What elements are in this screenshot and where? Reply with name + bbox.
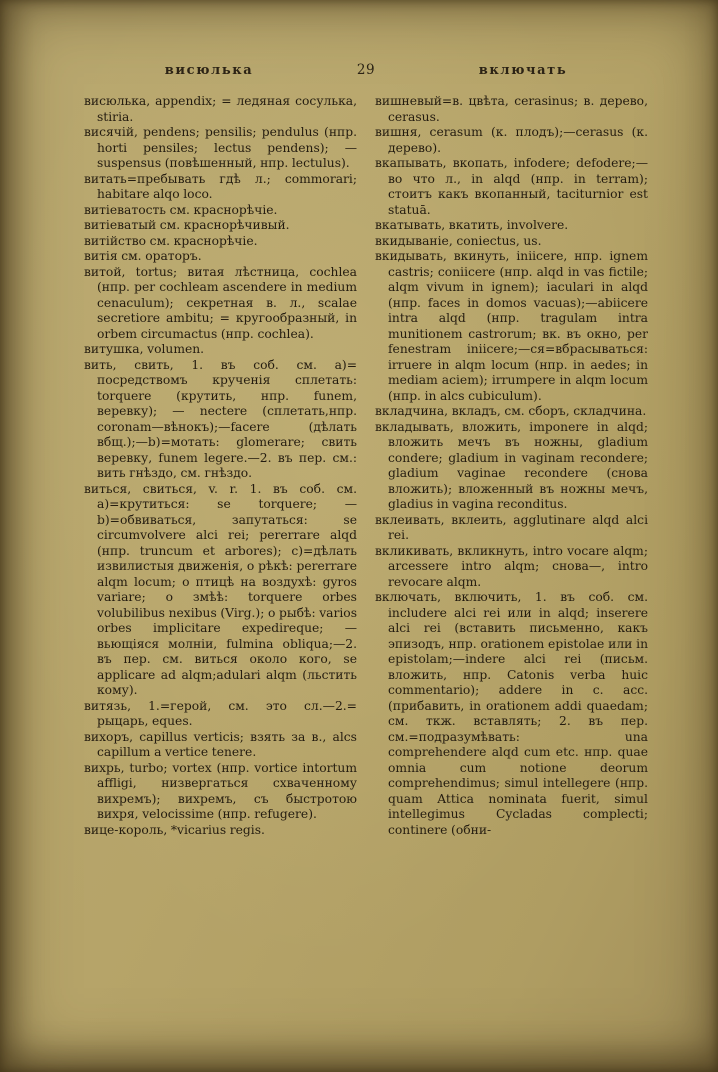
running-head-left: висюлька — [164, 63, 254, 78]
left-column — [84, 94, 357, 838]
dictionary-entry: вишня, cerasum (к. плодъ);—cerasus (к. дерево). — [375, 125, 648, 155]
dictionary-entry: вкладчина, вкладъ, см. сборъ, складчина. — [375, 404, 647, 418]
dictionary-entry: виться, свиться, v. r. 1. въ соб. см. a)=крутиться: se torquere; — b)=обвиваться, запутаться: se circumvolvere alci rei; pererrare alqd (нпр. truncum et arbores); c)=дѣлать извилистыя движенія, о рѣкѣ: pererrare alqm locum; о птицѣ на воздухѣ: gyros variare; о змѣѣ: torquere orbes volubilibus nexibus (Virg.); о рыбѣ: varios orbes implicitare expedireque; — вьющіяся молніи, fulmina obliqua;—2. въ пер. см. виться около кого, se applicare ad alqm;adulari alqm (льстить кому). — [84, 481, 358, 697]
dictionary-entry: вкатывать, вкатить, involvere. — [375, 218, 569, 232]
dictionary-entry: вкликивать, вкликнуть, intro vocare alqm; arcessere intro alqm; снова—, intro revocare alqm. — [375, 543, 648, 589]
dictionary-entry: вкидывать, вкинуть, iniicere, нпр. ignem castris; coniicere (нпр. alqd in vas fictile; alqm vivum in ignem); iaculari in alqd (нпр. faces in domos vacuas);—abiicere intra alqd (нпр. tragulam intra munitionem castrorum; вк. въ окно, per fenestram iniicere;—ся=вбрасываться: irruere in alqm locum (нпр. in aedes; in mediam aciem); irrumpere in alqm locum (нпр. in alcs cubiculum). — [375, 249, 648, 403]
right-column — [375, 94, 648, 838]
page-header — [84, 62, 648, 78]
dictionary-entry: витійство см. краснорѣчіе. — [84, 233, 258, 248]
dictionary-entry: вклеивать, вклеить, agglutinare alqd alci rei. — [375, 512, 648, 542]
page-number: 29 — [356, 62, 376, 78]
dictionary-entry: включать, включить, 1. въ соб. см. includere alci rei или in alqd; inserere alci rei (вставить письменно, какъ эпизодъ, нпр. orationem epistolae или in epistolam;—indere alci rei (письм. вложить, нпр. Catonis verba huic commentario); addere in c. acc. (прибавить, in orationem addi quaedam; см. ткж. вставлять; 2. въ пер. см.=подразумѣвать: una comprehendere alqd cum etc. нпр. quae omnia cum notione deorum comprehendimus; simul intellegere (нпр. quam Attica nominata fuerit, simul intellegimus Cycladas complecti; continere (обни- — [375, 590, 648, 837]
text-area — [84, 62, 648, 838]
dictionary-entry: витой, tortus; витая лѣстница, cochlea (нпр. per cochleam ascendere in medium cenaculum); секретная в. л., scalae secretiore ambitu; = кругообразный, in orbem circumactus (нпр. cochlea). — [84, 264, 357, 341]
dictionary-entry: вице-король, *vicarius regis. — [84, 822, 265, 837]
dictionary-entry: вкапывать, вкопать, infodere; defodere;—во что л., in alqd (нпр. in terram); стоитъ какъ вкопанный, taciturnior est statuā. — [375, 156, 648, 217]
dictionary-entry: витія см. ораторъ. — [84, 249, 202, 263]
dictionary-entry: витушка, volumen. — [84, 342, 205, 356]
dictionary-entry: вкидываніе, coniectus, us. — [375, 233, 542, 248]
dictionary-entry: витіеватость см. краснорѣчіе. — [84, 202, 278, 217]
dictionary-entry: витіеватый см. краснорѣчивый. — [84, 218, 290, 232]
dictionary-entry: вихоръ, capillus verticis; взять за в., alcs capillum a vertice tenere. — [84, 729, 357, 759]
dictionary-entry: висюлька, appendix; = ледяная сосулька, stiria. — [84, 94, 357, 124]
running-head-right: включать — [478, 63, 568, 78]
dictionary-entry: висячій, pendens; pensilis; pendulus (нпр. horti pensiles; lectus pendens); — suspensus (повѣшенный, нпр. lectulus). — [84, 125, 357, 170]
dictionary-entry: витязь, 1.=герой, см. это сл.—2.= рыцарь, eques. — [84, 698, 357, 728]
dictionary-entry: вкладывать, вложить, imponere in alqd; вложить мечъ въ ножны, gladium condere; gladium in vaginam recondere; gladium vaginae recondere (снова вложить); вложенный въ ножны мечъ, gladius in vagina reconditus. — [375, 419, 648, 511]
dictionary-entry: вить, свить, 1. въ соб. см. a)= посредствомъ крученія сплетать: torquere (крутить, нпр. funem, веревку); — nectere (сплетать,нпр. coronam—вѣнокъ);—facere (дѣлать вбщ.);—b)=мотать: glomerare; свить веревку, funem legere.—2. въ пер. см.: вить гнѣздо, см. гнѣздо. — [84, 357, 357, 480]
dictionary-entry: вихрь, turbo; vortex (нпр. vortice intortum affligi, низвергаться схваченному вихремъ); вихремъ, съ быстротою вихря, velocissime (нпр. refugere). — [84, 760, 357, 821]
dictionary-entry: вишневый=в. цвѣта, cerasinus; в. дерево, cerasus. — [375, 94, 648, 124]
dictionary-entry: витать=пребывать гдѣ л.; commorari; habitare alqo loco. — [84, 171, 357, 201]
dictionary-columns — [84, 94, 648, 838]
